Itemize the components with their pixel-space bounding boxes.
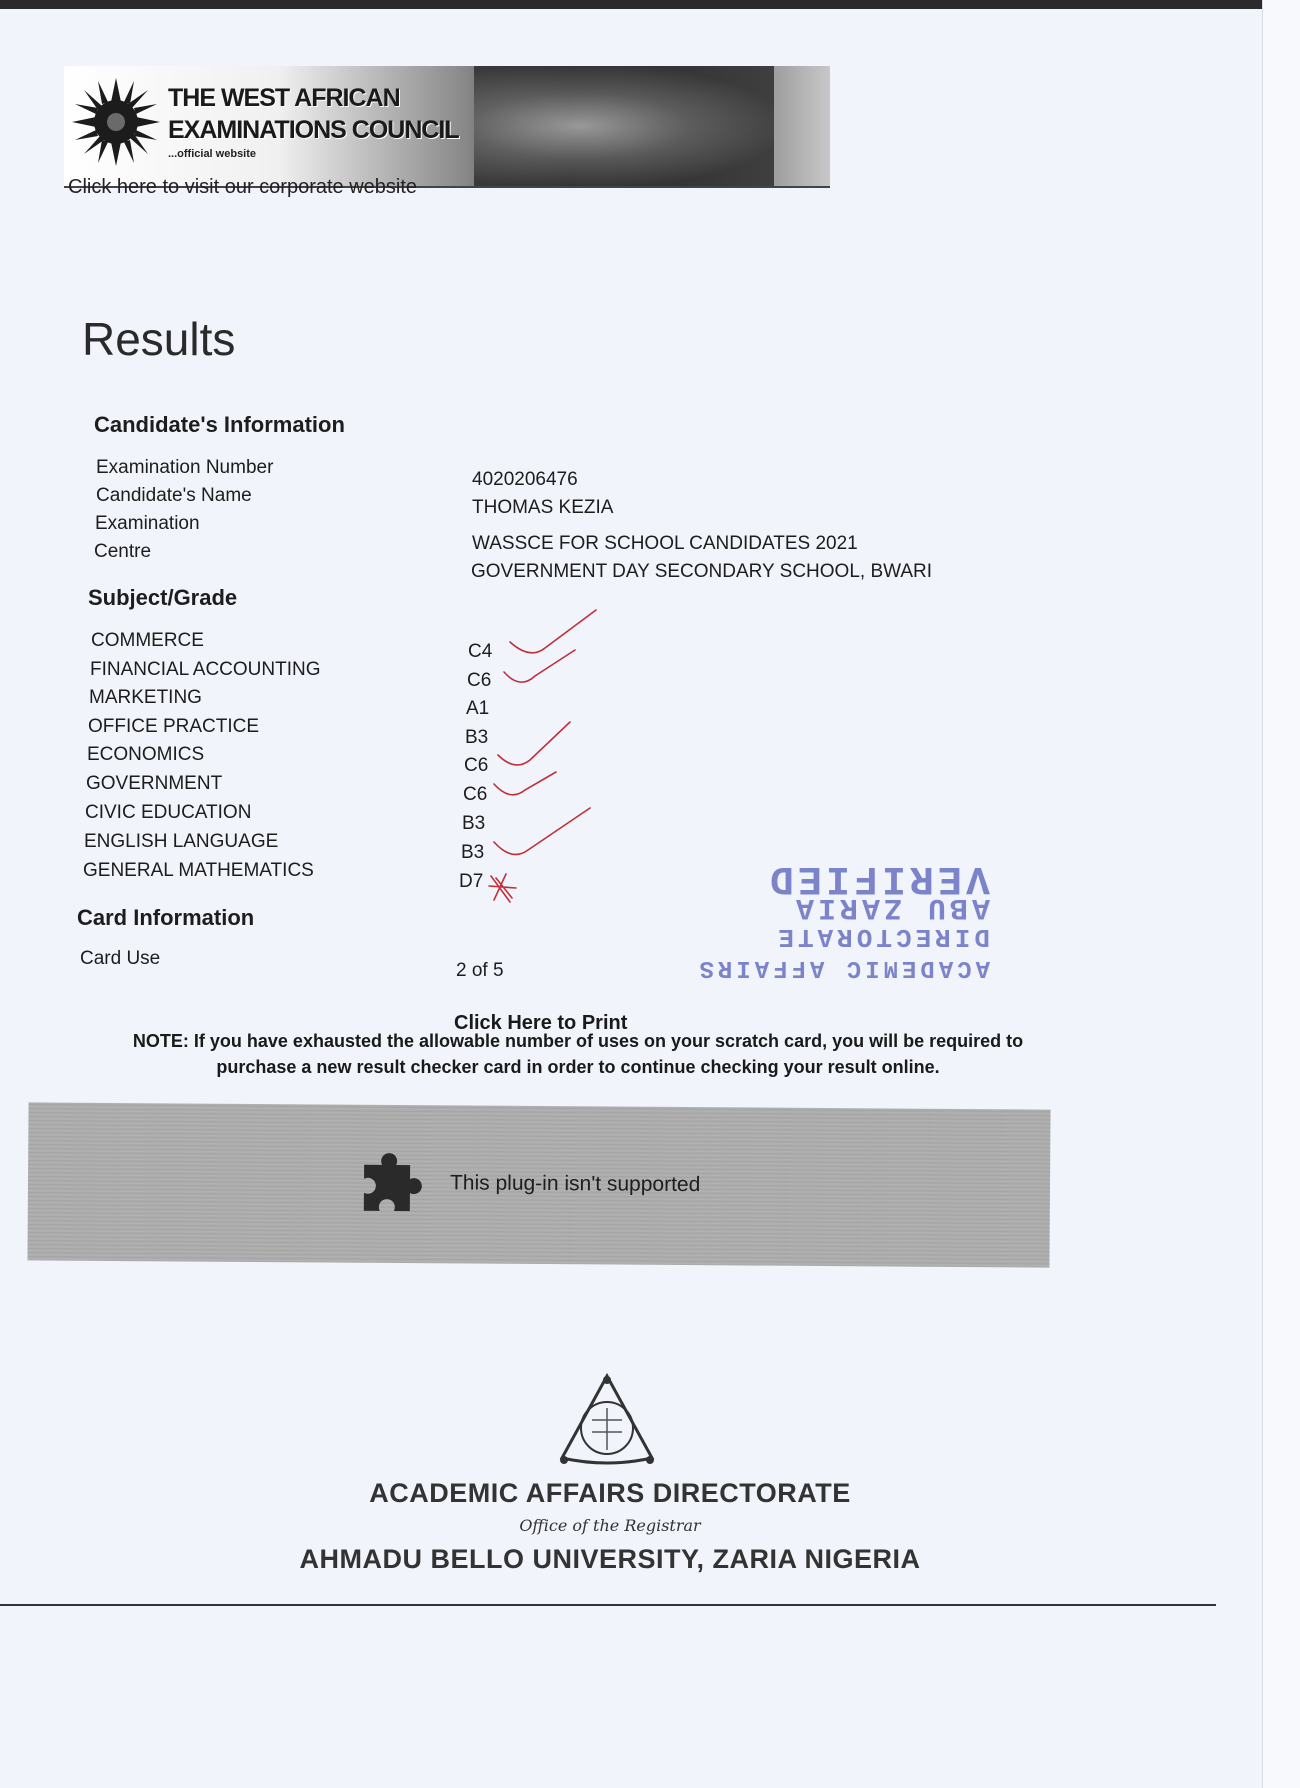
waec-sunburst-logo-icon [70, 76, 162, 168]
subject-government: GOVERNMENT [86, 773, 223, 794]
note-text [98, 1028, 1058, 1080]
university-crest-icon [552, 1372, 662, 1472]
waec-banner[interactable] [64, 66, 830, 188]
print-link[interactable]: Click Here to Print [454, 1012, 628, 1034]
grade-commerce: C4 [468, 641, 493, 662]
tick-mark [494, 808, 590, 855]
stamp-line-1: VERIFIED [765, 855, 990, 900]
stamp-line-2: ABU ZARIA [791, 890, 990, 924]
label-candidate-name: Candidate's Name [96, 485, 252, 506]
corporate-website-link[interactable]: Click here to visit our corporate website [68, 176, 418, 198]
brand-line-1: THE WEST AFRICAN [168, 84, 400, 112]
registrar-office: Office of the Registrar [519, 1516, 701, 1535]
label-card-use: Card Use [80, 948, 161, 969]
stamp-line-4: ACADEMIC AFFAIRS [695, 954, 990, 981]
grade-financial-accounting: C6 [467, 670, 492, 691]
verified-stamp [660, 832, 990, 982]
grade-government: C6 [463, 784, 488, 805]
banner-photo [474, 66, 774, 186]
grade-marketing: A1 [466, 698, 490, 719]
subject-economics: ECONOMICS [87, 744, 205, 765]
stamp-line-3: DIRECTORATE [774, 922, 990, 952]
plugin-placeholder [27, 1102, 1050, 1267]
subject-english-language: ENGLISH LANGUAGE [84, 831, 279, 852]
brand-subtitle: ...official website [168, 148, 257, 160]
note-prefix: NOTE: [132, 1031, 189, 1051]
candidate-info-heading: Candidate's Information [94, 412, 345, 437]
card-info-heading: Card Information [77, 905, 255, 930]
value-card-use: 2 of 5 [456, 960, 504, 981]
label-centre: Centre [94, 541, 152, 562]
footer-divider [0, 1604, 1216, 1606]
grade-economics: C6 [464, 755, 489, 776]
grade-office-practice: B3 [465, 727, 489, 748]
brand-line-2: EXAMINATIONS COUNCIL [168, 116, 459, 144]
tick-mark [510, 610, 596, 653]
plugin-message: This plug-in isn't supported [449, 1171, 701, 1197]
label-exam-number: Examination Number [96, 457, 274, 478]
value-exam-number: 4020206476 [472, 469, 578, 490]
directorate-title: ACADEMIC AFFAIRS DIRECTORATE [369, 1478, 851, 1508]
grade-civic-education: B3 [462, 813, 486, 834]
note-body: If you have exhausted the allowable number of uses on your scratch card, you will be required to purchase a new result checker card in order to continue checking your result online. [193, 1031, 1024, 1077]
subject-office-practice: OFFICE PRACTICE [88, 716, 260, 737]
university-title: AHMADU BELLO UNIVERSITY, ZARIA NIGERIA [299, 1544, 921, 1574]
grade-english-language: B3 [461, 842, 485, 863]
subject-civic-education: CIVIC EDUCATION [85, 802, 252, 823]
grade-general-mathematics: D7 [459, 871, 484, 892]
tick-mark [504, 650, 575, 682]
tick-mark [489, 874, 516, 902]
value-centre: GOVERNMENT DAY SECONDARY SCHOOL, BWARI [471, 561, 933, 582]
subject-marketing: MARKETING [89, 687, 202, 708]
scan-right-edge [1262, 0, 1300, 1788]
scan-top-edge [0, 0, 1300, 9]
tick-mark [494, 772, 556, 795]
value-candidate-name: THOMAS KEZIA [472, 497, 614, 518]
subject-general-mathematics: GENERAL MATHEMATICS [83, 860, 314, 881]
value-examination: WASSCE FOR SCHOOL CANDIDATES 2021 [472, 533, 858, 554]
subject-grade-heading: Subject/Grade [88, 585, 238, 610]
page-title: Results [82, 313, 236, 365]
tick-mark [498, 722, 570, 765]
subject-commerce: COMMERCE [91, 630, 204, 651]
puzzle-piece-icon [358, 1145, 431, 1218]
subject-financial-accounting: FINANCIAL ACCOUNTING [90, 659, 321, 680]
label-examination: Examination [95, 513, 200, 534]
